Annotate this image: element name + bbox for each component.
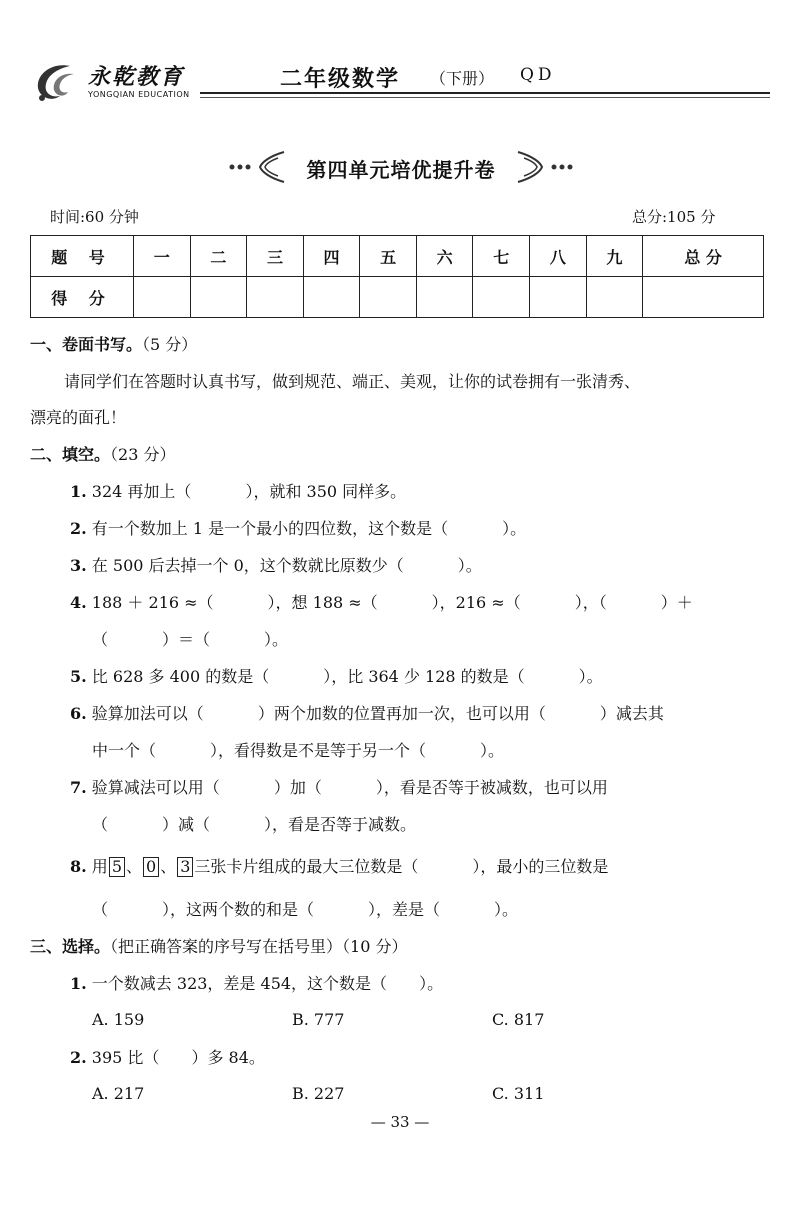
separator: 、 — [160, 857, 177, 876]
score-cell[interactable] — [134, 277, 191, 318]
unit-title-banner — [0, 150, 800, 184]
question-text: 验算加法可以（ — [91, 704, 204, 723]
question-text: （ — [92, 815, 109, 834]
question-text: 395 比（ — [91, 1048, 160, 1067]
score-cell[interactable] — [303, 277, 360, 318]
question-2-7-line2 — [92, 813, 416, 837]
question-number: 3. — [70, 556, 87, 575]
question-3-1 — [70, 972, 443, 996]
question-text: ），216 ≈（ — [431, 593, 521, 612]
section-points: （5 分） — [142, 335, 198, 354]
score-cell[interactable] — [530, 277, 587, 318]
score-cell[interactable] — [586, 277, 643, 318]
unit-title: 第四单元培优提升卷 — [306, 158, 496, 182]
question-text: 中一个（ — [92, 741, 157, 760]
question-number: 4. — [70, 593, 87, 612]
score-cell[interactable] — [190, 277, 247, 318]
question-text: ），想 188 ≈（ — [267, 593, 378, 612]
question-text: 一个数减去 323，差是 454，这个数是（ — [91, 974, 388, 993]
question-number: 1. — [70, 482, 87, 501]
logo-swirl-icon — [30, 58, 78, 106]
score-header-cell: 三 — [247, 236, 304, 277]
score-header-cell: 六 — [416, 236, 473, 277]
question-text: ）＋ — [660, 593, 693, 612]
question-2-3 — [70, 554, 482, 578]
unit-title-box — [282, 150, 520, 184]
question-text: 324 再加上（ — [91, 482, 192, 501]
question-text: ）＝（ — [162, 630, 211, 649]
page-number: — 33 — — [370, 1113, 430, 1131]
question-text: ）。 — [457, 556, 482, 575]
score-table-row — [31, 277, 764, 318]
page-header — [30, 48, 770, 108]
score-header-cell: 二 — [190, 236, 247, 277]
question-text: ），最小的三位数是 — [472, 857, 609, 876]
number-card-3: 3 — [177, 857, 193, 877]
score-table-header-row — [31, 236, 764, 277]
section-1-text-line1: 请同学们在答题时认真书写，做到规范、端正、美观，让你的试卷拥有一张清秀、 — [64, 372, 641, 391]
question-text: ）。 — [578, 667, 603, 686]
number-card-0: 0 — [143, 857, 159, 877]
section-title-text: 三、选择。 — [30, 937, 111, 956]
question-text: ），看是否等于被减数，也可以用 — [375, 778, 608, 797]
separator: 、 — [126, 857, 143, 876]
question-text: ）。 — [264, 630, 289, 649]
question-text: ），差是（ — [368, 900, 441, 919]
option-c[interactable]: C. 311 — [492, 1084, 545, 1103]
option-a[interactable]: A. 159 — [92, 1010, 145, 1029]
logo-subtext: YONGQIAN EDUCATION — [88, 90, 190, 99]
section-title-text: 一、卷面书写。 — [30, 335, 143, 354]
question-text: 有一个数加上 1 是一个最小的四位数，这个数是（ — [91, 519, 449, 538]
question-2-2 — [70, 517, 526, 541]
question-number: 6. — [70, 704, 87, 723]
score-header-cell: 七 — [473, 236, 530, 277]
score-header-cell: 五 — [360, 236, 417, 277]
score-cell[interactable] — [247, 277, 304, 318]
question-text: 用 — [91, 857, 108, 876]
section-1-text-line2: 漂亮的面孔！ — [30, 408, 127, 427]
question-text: ），看得数是不是等于另一个（ — [210, 741, 427, 760]
question-2-6-line2 — [92, 739, 504, 763]
score-cell[interactable] — [473, 277, 530, 318]
question-number: 5. — [70, 667, 87, 686]
question-text: 在 500 后去掉一个 0，这个数就比原数少（ — [91, 556, 404, 575]
book-version: QD — [520, 65, 556, 85]
question-text: ）多 84。 — [191, 1048, 265, 1067]
score-table — [30, 235, 764, 318]
score-header-cell: 总 分 — [643, 236, 764, 277]
exam-total-score: 总分:105 分 — [632, 208, 716, 226]
question-text: ）加（ — [273, 778, 322, 797]
option-b[interactable]: B. 227 — [292, 1084, 345, 1103]
exam-time: 时间:60 分钟 — [50, 208, 139, 226]
option-c[interactable]: C. 817 — [492, 1010, 545, 1029]
number-card-5: 5 — [109, 857, 125, 877]
book-title: 二年级数学 — [280, 67, 401, 92]
score-header-cell: 九 — [586, 236, 643, 277]
question-number: 8. — [70, 857, 87, 876]
question-text: （ — [92, 630, 109, 649]
question-text: 比 628 多 400 的数是（ — [91, 667, 270, 686]
header-rule-thin — [200, 97, 770, 98]
score-cell[interactable] — [416, 277, 473, 318]
score-header-cell: 八 — [530, 236, 587, 277]
question-text: （ — [92, 900, 109, 919]
question-2-8-line2 — [92, 898, 518, 922]
left-ornament-icon — [226, 150, 286, 184]
question-text: ）减（ — [162, 815, 211, 834]
question-2-5 — [70, 665, 603, 689]
question-2-6 — [70, 702, 664, 726]
question-2-4 — [70, 591, 693, 615]
question-text: ）。 — [502, 519, 527, 538]
question-text: ），这两个数的和是（ — [162, 900, 315, 919]
question-number: 2. — [70, 1048, 87, 1067]
section-2-title — [30, 443, 175, 467]
question-text: ），（ — [574, 593, 607, 612]
section-title-text: 二、填空。 — [30, 445, 111, 464]
right-ornament-icon — [516, 150, 576, 184]
question-text: ），看是否等于减数。 — [264, 815, 417, 834]
score-header-cell: 题 号 — [31, 236, 134, 277]
score-cell[interactable] — [360, 277, 417, 318]
score-row-label: 得 分 — [31, 277, 134, 318]
question-text: ），比 364 少 128 的数是（ — [323, 667, 525, 686]
section-1-title — [30, 333, 197, 357]
question-2-4-line2 — [92, 628, 288, 652]
score-header-cell: 一 — [134, 236, 191, 277]
question-2-7 — [70, 776, 608, 800]
question-text: 188 ＋ 216 ≈（ — [91, 593, 214, 612]
logo-text: 永乾教育 — [88, 64, 185, 90]
question-text: 验算减法可以用（ — [91, 778, 220, 797]
option-b[interactable]: B. 777 — [292, 1010, 345, 1029]
question-text: ）。 — [494, 900, 519, 919]
question-text: ），就和 350 同样多。 — [245, 482, 407, 501]
question-2-1 — [70, 480, 406, 504]
section-3-title — [30, 935, 407, 959]
book-volume: （下册） — [430, 69, 495, 88]
section-points: （把正确答案的序号写在括号里）（10 分） — [110, 937, 408, 956]
question-number: 2. — [70, 519, 87, 538]
score-header-cell: 四 — [303, 236, 360, 277]
score-cell[interactable] — [643, 277, 764, 318]
option-a[interactable]: A. 217 — [92, 1084, 145, 1103]
question-text: ）。 — [419, 974, 444, 993]
question-text: 三张卡片组成的最大三位数是（ — [194, 857, 419, 876]
section-points: （23 分） — [110, 445, 176, 464]
question-text: ）减去其 — [599, 704, 664, 723]
question-2-8 — [70, 855, 608, 879]
question-number: 1. — [70, 974, 87, 993]
question-3-2 — [70, 1046, 265, 1070]
question-text: ）两个加数的位置再加一次，也可以用（ — [257, 704, 546, 723]
question-number: 7. — [70, 778, 87, 797]
question-text: ）。 — [480, 741, 505, 760]
header-rule — [200, 92, 770, 94]
